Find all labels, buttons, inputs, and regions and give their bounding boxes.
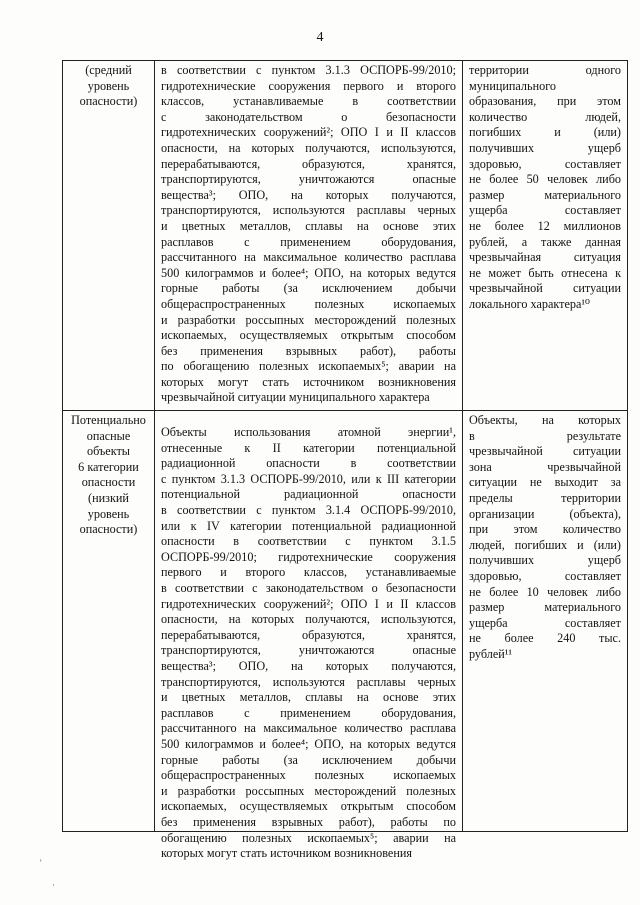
text-line: Потенциально <box>71 413 146 428</box>
text-line: отнесенные к II категории потенциальной <box>161 440 456 455</box>
text-line: расплавов с применением оборудования, <box>161 234 456 249</box>
text-line: не более 240 тыс. <box>469 631 621 646</box>
text-line: локального характера¹⁰ <box>469 296 590 311</box>
text-line: муниципального <box>469 78 556 93</box>
text-line: количество людей, <box>469 109 621 124</box>
text-line: 500 килограммов и более⁴; ОПО, на которых ведутся <box>161 736 456 751</box>
table-row <box>63 61 628 411</box>
text-line: транспортируются, используются расплавы черных <box>161 674 456 689</box>
text-line: и разработки россыпных месторождений полезных <box>161 783 456 798</box>
table-row <box>63 411 628 832</box>
text-line: чрезвычайной ситуации <box>469 444 621 459</box>
text-line: гидротехнических сооружений²; ОПО I и II классов <box>161 125 456 140</box>
text-line: опасности) <box>79 94 138 109</box>
text-line: и цветных металлов, сплавы на основе этих <box>161 218 456 233</box>
text-line: (низкий <box>88 491 129 506</box>
text-line: организации (объекта), <box>469 506 621 521</box>
text-line: радиационной опасности в соответствии <box>161 456 456 471</box>
text-line: опасности, на которых получаются, используются, <box>161 612 456 627</box>
text-line: в соответствии с пунктом 3.1.4 ОСПОРБ-99/2010, <box>161 503 456 518</box>
text-line: вещества³; ОПО, на которых получаются, <box>161 187 456 202</box>
text-line: в результате <box>469 428 621 443</box>
text-line: которых могут стать источником возникновения <box>161 374 456 389</box>
text-line: здоровью, составляет <box>469 156 621 171</box>
text-line: не более 12 миллионов <box>469 218 621 233</box>
text-line: общераспространенных полезных ископаемых <box>161 768 456 783</box>
text-line: Объекты, на которых <box>469 413 621 428</box>
text-line: и цветных металлов, сплавы на основе этих <box>161 690 456 705</box>
text-line: чрезвычайной ситуации муниципального характера <box>161 390 430 405</box>
page-number: 4 <box>316 30 324 45</box>
text-line: Объекты использования атомной энергии¹, <box>161 425 456 440</box>
text-line: территории одного <box>469 63 621 77</box>
text-line: без применения взрывных работ), работы <box>161 343 456 358</box>
text-line: рублей¹¹ <box>469 646 513 661</box>
text-line: здоровью, составляет <box>469 569 621 583</box>
text-line: классов, устанавливаемые в соответствии <box>161 94 456 109</box>
text-line: объекты <box>87 444 130 459</box>
scan-speck: · <box>52 880 55 890</box>
text-line: опасности в соответствии с пунктом 3.1.5 <box>161 534 456 549</box>
text-line: ископаемых, осуществляемых открытым способом <box>161 328 456 343</box>
criteria-cell <box>463 61 628 411</box>
text-line: 6 категории <box>78 459 139 474</box>
text-line: образования, при этом <box>469 94 621 109</box>
text-line: потенциальной радиационной опасности <box>161 487 456 502</box>
text-line: вещества³; ОПО, на которых получаются, <box>161 658 456 673</box>
text-line: уровень <box>87 78 130 93</box>
object-description-cell <box>155 61 463 411</box>
text-line: 500 килограммов и более⁴; ОПО, на которых ведутся <box>161 265 456 280</box>
text-line: ущерба составляет <box>469 615 621 630</box>
hazard-classification-table <box>62 60 628 861</box>
text-line: (средний <box>85 63 132 77</box>
text-line: опасности, на которых получаются, используются, <box>161 140 456 155</box>
text-line: общераспространенных полезных ископаемых <box>161 296 456 311</box>
text-line: опасности) <box>79 522 138 537</box>
text-line: расплавов с применением оборудования, <box>161 705 456 720</box>
text-line: при этом количество <box>469 522 621 537</box>
text-line: транспортируются, уничтожаются опасные <box>161 643 456 658</box>
text-line: чрезвычайной ситуации <box>469 281 621 296</box>
text-line: погибших и (или) <box>469 125 621 140</box>
text-line: гидротехнические сооружения первого и второго <box>161 78 456 93</box>
text-line: чрезвычайная ситуация <box>469 250 621 265</box>
text-line: ископаемых, осуществляемых открытым способом <box>161 799 456 814</box>
text-line: рассчитанного на максимальное количество расплава <box>161 250 456 265</box>
text-line: размер материального <box>469 600 621 615</box>
text-line: опасные <box>86 428 131 443</box>
text-line: или к IV категории потенциальной радиационной <box>161 518 456 533</box>
text-line: ущерба составляет <box>469 203 621 218</box>
text-line: транспортируются, используются расплавы черных <box>161 203 456 218</box>
text-line: в соответствии с законодательством о безопасности <box>161 581 456 595</box>
hazard-level-cell <box>63 411 155 832</box>
text-line: перерабатываются, образуются, хранятся, <box>161 627 456 642</box>
text-line: по обогащению полезных ископаемых⁵; аварии на <box>161 359 456 374</box>
text-line: людей, погибших и (или) <box>469 537 621 552</box>
hazard-level-cell <box>63 61 155 411</box>
text-line: рублей, а также данная <box>469 234 621 249</box>
text-line: первого и второго классов, устанавливаемые <box>161 565 456 580</box>
object-description-cell <box>155 411 463 861</box>
text-line: и разработки россыпных месторождений полезных <box>161 312 456 327</box>
text-line: зона чрезвычайной <box>469 459 621 474</box>
text-line: которых могут стать источником возникновения <box>161 846 412 861</box>
text-line: без применения взрывных работ), работы по <box>161 814 456 829</box>
text-line: не может быть отнесена к <box>469 265 621 280</box>
text-line: с законодательством о безопасности <box>161 109 456 124</box>
text-line: перерабатываются, образуются, хранятся, <box>161 156 456 171</box>
text-line: ОСПОРБ-99/2010; гидротехнические сооружения <box>161 549 456 564</box>
text-line: уровень <box>87 506 130 521</box>
text-line: получивших ущерб <box>469 140 621 155</box>
text-line: опасности <box>81 475 136 490</box>
text-line: не более 10 человек либо <box>469 584 621 599</box>
text-line: рассчитанного на максимальное количество расплава <box>161 721 456 736</box>
text-line: в соответствии с пунктом 3.1.3 ОСПОРБ-99/2010; <box>161 63 456 77</box>
text-line: транспортируются, уничтожаются опасные <box>161 172 456 187</box>
text-line: с пунктом 3.1.3 ОСПОРБ-99/2010, или к III категории <box>161 471 456 486</box>
text-line: гидротехнических сооружений²; ОПО I и II классов <box>161 596 456 611</box>
scan-speck: ' <box>40 858 42 868</box>
text-line: горные работы (за исключением добычи <box>161 281 456 296</box>
text-line: пределы территории <box>469 491 621 506</box>
text-line: горные работы (за исключением добычи <box>161 752 456 767</box>
text-line: обогащению полезных ископаемых⁵; аварии на <box>161 830 456 845</box>
text-line: ситуации не выходит за <box>469 475 621 490</box>
criteria-cell <box>463 411 628 832</box>
text-line: размер материального <box>469 187 621 202</box>
text-line: не более 50 человек либо <box>469 172 621 187</box>
text-line: получивших ущерб <box>469 553 621 568</box>
